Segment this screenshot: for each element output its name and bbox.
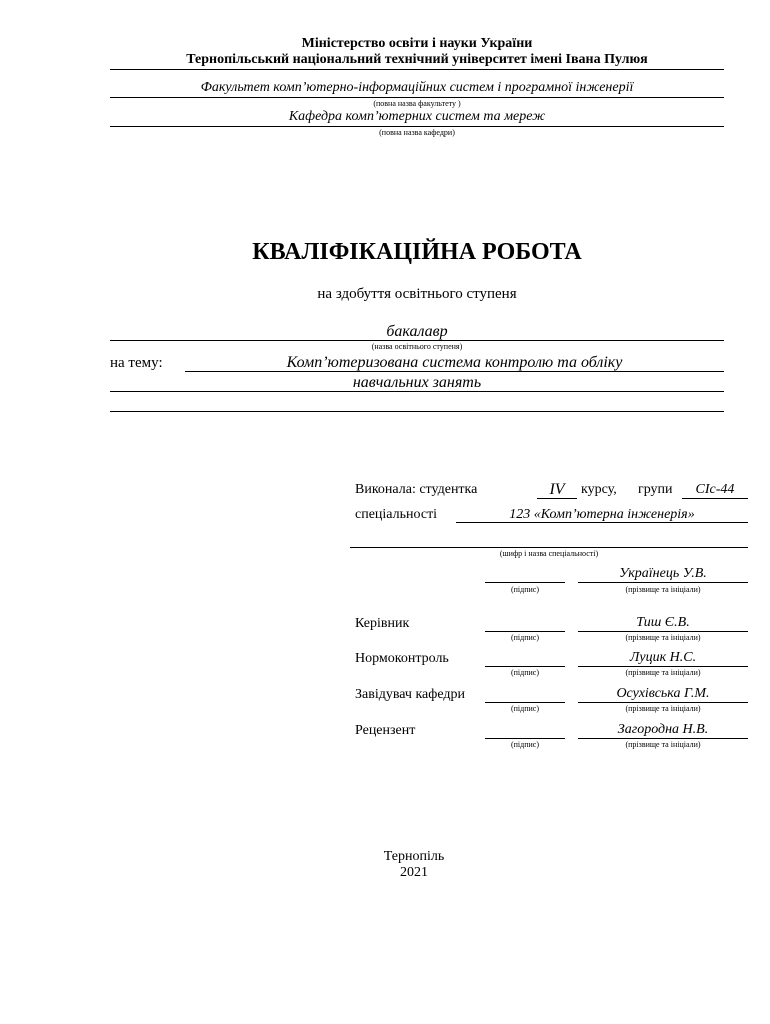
specialty-value: 123 «Комп’ютерна інженерія»	[509, 507, 695, 522]
city: Тернопіль	[383, 849, 445, 864]
faculty-underline	[110, 97, 724, 98]
student-name: Українець У.В.	[619, 566, 707, 581]
group-underline	[682, 498, 748, 499]
topic-line-1: Комп’ютеризована система контролю та обліку	[286, 354, 623, 371]
document-subtitle: на здобуття освітнього ступеня	[317, 286, 517, 302]
signature-line	[485, 666, 565, 667]
topic-underline-1	[185, 371, 724, 372]
ministry-name: Міністерство освіти і науки України	[301, 36, 533, 51]
signatory-role: Керівник	[355, 616, 410, 631]
name-caption: (прізвище та ініціали)	[625, 740, 701, 749]
signatory-name: Тиш Є.В.	[636, 615, 690, 630]
signature-caption: (підпис)	[510, 585, 539, 594]
signature-caption: (підпис)	[510, 633, 539, 642]
signatory-role: Нормоконтроль	[355, 651, 449, 666]
signature-caption: (підпис)	[510, 668, 539, 677]
department-caption: (повна назва кафедри)	[379, 128, 455, 137]
name-line	[578, 666, 748, 667]
group-value: СІс-44	[695, 482, 735, 497]
topic-label: на тему:	[110, 355, 163, 371]
name-caption: (прізвище та ініціали)	[625, 633, 701, 642]
specialty-caption: (шифр і назва спеціальності)	[499, 549, 599, 558]
signatory-role: Завідувач кафедри	[355, 687, 465, 702]
topic-line-2: навчальних занять	[352, 374, 482, 391]
group-label: групи	[638, 482, 673, 497]
name-caption: (прізвище та ініціали)	[625, 704, 701, 713]
specialty-underline-2	[350, 547, 748, 548]
course-underline	[537, 498, 577, 499]
department-underline	[110, 126, 724, 127]
student-name-line	[578, 582, 748, 583]
specialty-underline	[456, 522, 748, 523]
name-line	[578, 738, 748, 739]
specialty-label: спеціальності	[355, 507, 438, 522]
signature-caption: (підпис)	[510, 740, 539, 749]
faculty-name: Факультет комп’ютерно-інформаційних систем і програмної інженерії	[200, 80, 634, 95]
signature-line	[485, 631, 565, 632]
topic-underline-3	[110, 411, 724, 412]
signature-line	[485, 738, 565, 739]
signatory-name: Осухівська Г.М.	[616, 686, 710, 701]
degree-caption: (назва освітнього ступеня)	[371, 342, 463, 351]
course-label: курсу,	[581, 482, 617, 497]
signatory-name: Луцик Н.С.	[629, 650, 697, 665]
faculty-caption: (повна назва факультету )	[373, 99, 461, 108]
header-divider	[110, 69, 724, 70]
student-signature-line	[485, 582, 565, 583]
signature-caption: (підпис)	[510, 704, 539, 713]
topic-underline-2	[110, 391, 724, 392]
department-name: Кафедра комп’ютерних систем та мереж	[288, 109, 546, 124]
name-caption: (прізвище та ініціали)	[625, 585, 701, 594]
name-line	[578, 631, 748, 632]
document-title: КВАЛІФІКАЦІЙНА РОБОТА	[252, 239, 582, 265]
degree-underline	[110, 340, 724, 341]
degree-value: бакалавр	[386, 323, 448, 340]
student-label: Виконала: студентка	[355, 482, 478, 497]
signature-line	[485, 702, 565, 703]
course-value: IV	[549, 481, 565, 498]
signatory-role: Рецензент	[355, 723, 416, 738]
signatory-name: Загородна Н.В.	[617, 722, 709, 737]
name-caption: (прізвище та ініціали)	[625, 668, 701, 677]
university-name: Тернопільський національний технічний університет імені Івана Пулюя	[186, 52, 648, 67]
name-line	[578, 702, 748, 703]
year: 2021	[400, 865, 428, 880]
